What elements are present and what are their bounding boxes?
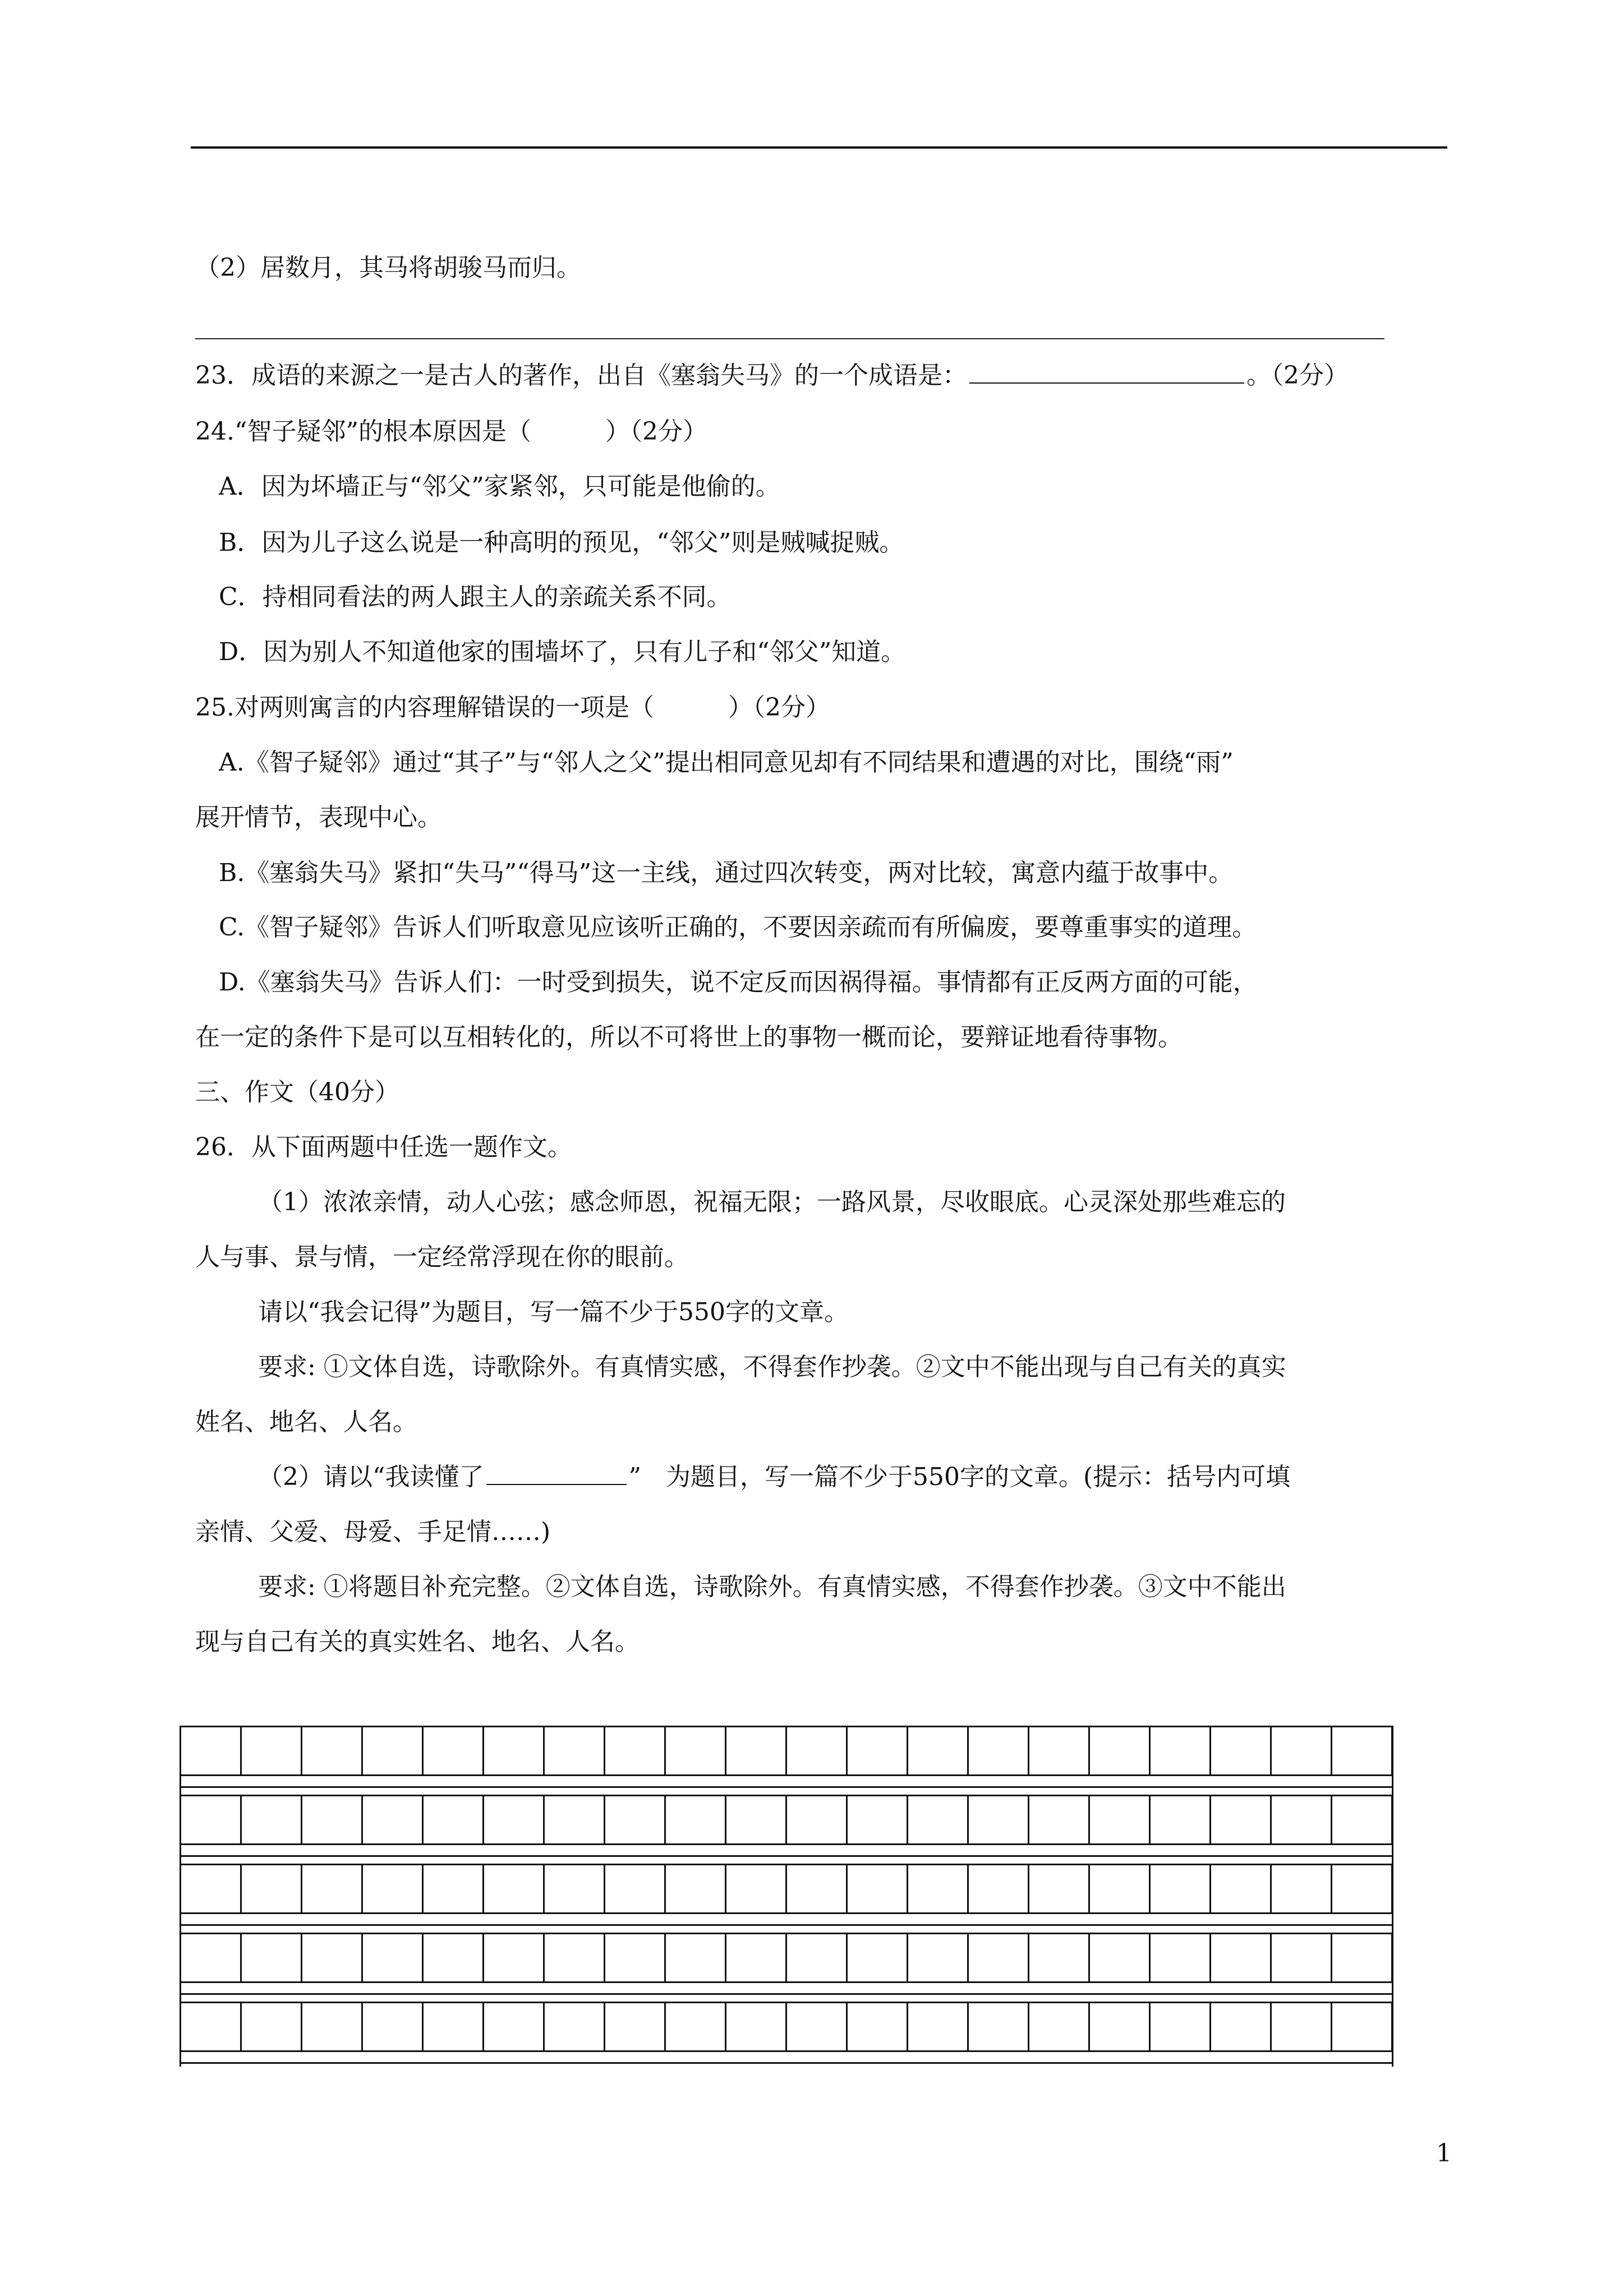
grid-cell[interactable]	[181, 1796, 242, 1843]
q24-option-a: A．因为坏墙正与“邻父”家紧邻，只可能是他偷的。	[219, 472, 780, 501]
q23-score: 。（2分）	[1246, 361, 1349, 390]
grid-cell[interactable]	[969, 1934, 1029, 1981]
grid-gap-line	[180, 1993, 1393, 1995]
grid-gap-line	[180, 1924, 1393, 1926]
grid-row-1[interactable]	[180, 1726, 1393, 1776]
q24-option-d: D．因为别人不知道他家的围墙坏了，只有儿子和“邻父”知道。	[219, 638, 906, 666]
grid-cell[interactable]	[726, 1934, 787, 1981]
q26-topic1-prompt: 请以“我会记得”为题目，写一篇不少于550字的文章。	[258, 1298, 849, 1326]
grid-cell[interactable]	[666, 1865, 726, 1912]
grid-cell[interactable]	[424, 1934, 484, 1981]
grid-row-5[interactable]	[180, 2002, 1393, 2052]
grid-cell[interactable]	[363, 2003, 424, 2050]
grid-cell[interactable]	[1272, 1865, 1332, 1912]
page-number: 1	[1436, 2139, 1452, 2168]
grid-cell[interactable]	[1211, 1934, 1272, 1981]
grid-cell[interactable]	[484, 1727, 545, 1774]
composition-grid[interactable]	[180, 1726, 1393, 2067]
q25-question: 25.对两则寓言的内容理解错误的一项是（ ）（2分）	[195, 693, 830, 722]
q26-topic2-title-blank[interactable]	[486, 1461, 627, 1485]
grid-row-4[interactable]	[180, 1933, 1393, 1983]
grid-cell[interactable]	[181, 1727, 242, 1774]
q23-prompt: 23．成语的来源之一是古人的著作，出自《塞翁失马》的一个成语是：	[195, 361, 967, 390]
grid-cell[interactable]	[1272, 2003, 1332, 2050]
grid-cell[interactable]	[605, 1796, 666, 1843]
grid-gap-line	[180, 2062, 1393, 2064]
grid-cell[interactable]	[969, 2003, 1029, 2050]
grid-cell[interactable]	[424, 1796, 484, 1843]
grid-cell[interactable]	[181, 2003, 242, 2050]
grid-row-2[interactable]	[180, 1795, 1393, 1845]
grid-cell[interactable]	[1332, 1727, 1393, 1774]
grid-cell[interactable]	[545, 1796, 605, 1843]
grid-cell[interactable]	[908, 1727, 969, 1774]
q25-option-a-line2: 展开情节，表现中心。	[195, 803, 442, 832]
grid-cell[interactable]	[545, 2003, 605, 2050]
grid-cell[interactable]	[1151, 2003, 1211, 2050]
grid-cell[interactable]	[969, 1796, 1029, 1843]
grid-cell[interactable]	[908, 1934, 969, 1981]
q25-option-a-line1: A.《智子疑邻》通过“其子”与“邻人之父”提出相同意见却有不同结果和遭遇的对比，围绕“雨”	[219, 748, 1234, 777]
grid-cell[interactable]	[424, 1865, 484, 1912]
q26-topic1-requirements-line2: 姓名、地名、人名。	[195, 1408, 417, 1436]
q26-topic2-prompt-end: ” 为题目，写一篇不少于550字的文章。(提示：括号内可填	[628, 1463, 1291, 1491]
grid-gap-line	[180, 1855, 1393, 1857]
grid-cell[interactable]	[787, 1934, 848, 1981]
grid-cell[interactable]	[848, 1796, 908, 1843]
grid-cell[interactable]	[1090, 1865, 1151, 1912]
grid-cell[interactable]	[545, 1934, 605, 1981]
grid-cell[interactable]	[545, 1727, 605, 1774]
grid-cell[interactable]	[302, 1865, 363, 1912]
grid-cell[interactable]	[1090, 2003, 1151, 2050]
q24-option-c: C．持相同看法的两人跟主人的亲疏关系不同。	[219, 583, 732, 611]
grid-cell[interactable]	[181, 1934, 242, 1981]
grid-cell[interactable]	[302, 1934, 363, 1981]
grid-cell[interactable]	[545, 1865, 605, 1912]
q24-question: 24.“智子疑邻”的根本原因是（ ）（2分）	[195, 417, 707, 446]
grid-cell[interactable]	[848, 1934, 908, 1981]
q26-topic2-requirements-line1: 要求: ①将题目补充完整。②文体自选，诗歌除外。有真情实感，不得套作抄袭。③文中不能出	[258, 1573, 1286, 1601]
grid-cell[interactable]	[969, 1727, 1029, 1774]
grid-cell[interactable]	[424, 2003, 484, 2050]
grid-cell[interactable]	[666, 1727, 726, 1774]
grid-cell[interactable]	[1029, 2003, 1090, 2050]
grid-cell[interactable]	[1029, 1934, 1090, 1981]
grid-cell[interactable]	[787, 1865, 848, 1912]
q26-topic1-line2: 人与事、景与情，一定经常浮现在你的眼前。	[195, 1243, 689, 1271]
grid-cell[interactable]	[1332, 1934, 1393, 1981]
grid-cell[interactable]	[242, 1865, 302, 1912]
grid-cell[interactable]	[848, 1865, 908, 1912]
header-rule	[191, 146, 1447, 149]
grid-cell[interactable]	[1029, 1727, 1090, 1774]
grid-cell[interactable]	[302, 1796, 363, 1843]
grid-cell[interactable]	[726, 1865, 787, 1912]
grid-cell[interactable]	[1090, 1727, 1151, 1774]
grid-cell[interactable]	[1211, 1865, 1272, 1912]
grid-cell[interactable]	[1151, 1796, 1211, 1843]
q23-text	[195, 359, 1349, 393]
section-3-heading: 三、作文（40分）	[195, 1078, 399, 1106]
grid-cell[interactable]	[908, 1865, 969, 1912]
q25-option-b: B.《塞翁失马》紧扣“失马”“得马”这一主线，通过四次转变，两对比较，寓意内蕴于故事中。	[219, 859, 1234, 887]
q26-topic2-line2: 亲情、父爱、母爱、手足情……)	[195, 1518, 551, 1546]
grid-cell[interactable]	[363, 1934, 424, 1981]
q25-option-d-line2: 在一定的条件下是可以互相转化的，所以不可将世上的事物一概而论，要辩证地看待事物。	[195, 1023, 1183, 1052]
grid-cell[interactable]	[1211, 2003, 1272, 2050]
grid-cell[interactable]	[1272, 1934, 1332, 1981]
grid-cell[interactable]	[666, 2003, 726, 2050]
grid-cell[interactable]	[1272, 1727, 1332, 1774]
grid-cell[interactable]	[424, 1727, 484, 1774]
grid-cell[interactable]	[726, 2003, 787, 2050]
grid-row-3[interactable]	[180, 1864, 1393, 1914]
grid-cell[interactable]	[605, 1934, 666, 1981]
grid-cell[interactable]	[363, 1865, 424, 1912]
grid-cell[interactable]	[484, 1934, 545, 1981]
grid-cell[interactable]	[848, 1727, 908, 1774]
grid-cell[interactable]	[1211, 1796, 1272, 1843]
grid-cell[interactable]	[848, 2003, 908, 2050]
grid-cell[interactable]	[605, 2003, 666, 2050]
q25-option-c: C.《智子疑邻》告诉人们听取意见应该听正确的，不要因亲疏而有所偏废，要尊重事实的道理。	[219, 913, 1257, 942]
grid-cell[interactable]	[908, 1796, 969, 1843]
q23-answer-blank[interactable]	[969, 360, 1244, 384]
grid-cell[interactable]	[666, 1934, 726, 1981]
grid-cell[interactable]	[181, 1865, 242, 1912]
grid-cell[interactable]	[1090, 1934, 1151, 1981]
grid-cell[interactable]	[242, 1727, 302, 1774]
q26-topic2-prompt-start: （2）请以“我读懂了	[258, 1463, 484, 1491]
grid-cell[interactable]	[726, 1727, 787, 1774]
q22-part2-text: （2）居数月，其马将胡骏马而归。	[195, 253, 581, 282]
grid-cell[interactable]	[302, 2003, 363, 2050]
grid-cell[interactable]	[484, 1796, 545, 1843]
q26-topic1-requirements-line1: 要求: ①文体自选，诗歌除外。有真情实感，不得套作抄袭。②文中不能出现与自己有关的真实	[258, 1353, 1286, 1381]
grid-cell[interactable]	[726, 1796, 787, 1843]
grid-gap-line	[180, 1786, 1393, 1788]
grid-cell[interactable]	[1029, 1796, 1090, 1843]
grid-cell[interactable]	[787, 2003, 848, 2050]
grid-cell[interactable]	[1151, 1934, 1211, 1981]
q22-answer-line	[195, 338, 1384, 339]
grid-cell[interactable]	[1211, 1727, 1272, 1774]
grid-cell[interactable]	[969, 1865, 1029, 1912]
grid-cell[interactable]	[1332, 2003, 1393, 2050]
grid-cell[interactable]	[1151, 1727, 1211, 1774]
grid-cell[interactable]	[908, 2003, 969, 2050]
grid-cell[interactable]	[1332, 1865, 1393, 1912]
q26-topic2-requirements-line2: 现与自己有关的真实姓名、地名、人名。	[195, 1628, 640, 1656]
q26-question: 26．从下面两题中任选一题作文。	[195, 1133, 572, 1161]
grid-cell[interactable]	[666, 1796, 726, 1843]
grid-cell[interactable]	[1029, 1865, 1090, 1912]
q26-topic2-line1	[258, 1460, 1290, 1494]
grid-cell[interactable]	[1332, 1796, 1393, 1843]
q26-topic1-line1: （1）浓浓亲情，动人心弦；感念师恩，祝福无限；一路风景，尽收眼底。心灵深处那些难忘的	[258, 1188, 1286, 1216]
grid-cell[interactable]	[242, 1934, 302, 1981]
grid-cell[interactable]	[242, 2003, 302, 2050]
grid-cell[interactable]	[1090, 1796, 1151, 1843]
grid-cell[interactable]	[484, 1865, 545, 1912]
grid-cell[interactable]	[242, 1796, 302, 1843]
grid-cell[interactable]	[302, 1727, 363, 1774]
grid-cell[interactable]	[787, 1727, 848, 1774]
grid-cell[interactable]	[605, 1865, 666, 1912]
grid-cell[interactable]	[787, 1796, 848, 1843]
grid-cell[interactable]	[1272, 1796, 1332, 1843]
grid-cell[interactable]	[1151, 1865, 1211, 1912]
grid-cell[interactable]	[605, 1727, 666, 1774]
grid-cell[interactable]	[363, 1796, 424, 1843]
grid-cell[interactable]	[363, 1727, 424, 1774]
q24-option-b: B．因为儿子这么说是一种高明的预见，“邻父”则是贼喊捉贼。	[219, 528, 904, 557]
grid-cell[interactable]	[484, 2003, 545, 2050]
q25-option-d-line1: D.《塞翁失马》告诉人们：一时受到损失，说不定反而因祸得福。事情都有正反两方面的可能，	[219, 968, 1258, 997]
